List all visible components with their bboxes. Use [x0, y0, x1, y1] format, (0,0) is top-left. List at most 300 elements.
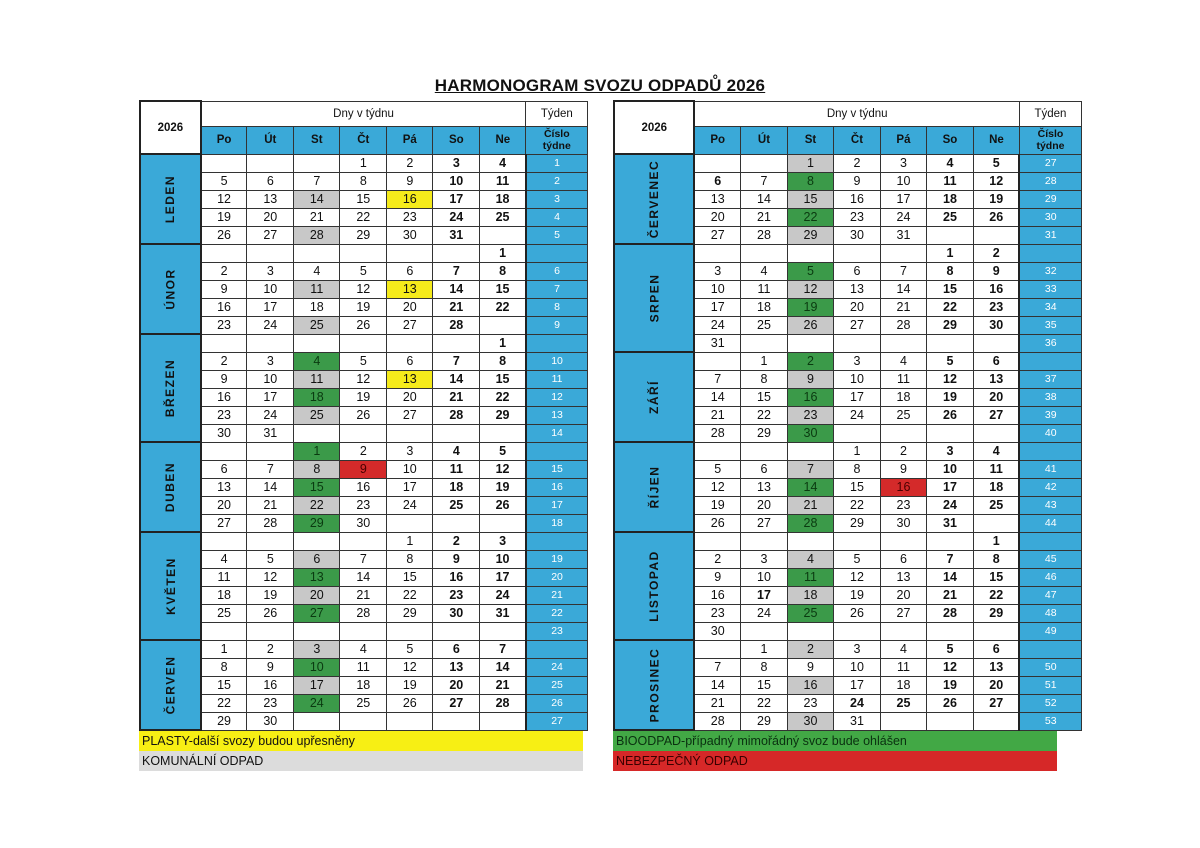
day-cell: 24	[880, 208, 926, 226]
day-cell: 2	[433, 532, 480, 550]
month-label	[614, 442, 694, 532]
week-number-cell: 46	[1019, 568, 1081, 586]
day-cell: 7	[694, 370, 740, 388]
day-cell: 5	[694, 460, 740, 478]
day-cell: 4	[740, 262, 787, 280]
day-cell: 17	[694, 298, 740, 316]
day-cell: 18	[926, 190, 973, 208]
month-name: ÚNOR	[163, 268, 178, 310]
week-number-cell: 40	[1019, 424, 1081, 442]
month-label	[140, 334, 201, 442]
day-cell: 3	[926, 442, 973, 460]
day-cell: 2	[833, 154, 880, 172]
week-number-cell: 17	[526, 496, 588, 514]
day-cell: 26	[340, 406, 387, 424]
day-cell	[833, 334, 880, 352]
week-number-label: Číslo	[543, 128, 570, 140]
day-cell: 5	[973, 154, 1019, 172]
day-cell: 9	[247, 658, 294, 676]
week-number-cell: 24	[526, 658, 588, 676]
day-cell: 22	[833, 496, 880, 514]
day-cell: 30	[973, 316, 1019, 334]
week-number-cell: 27	[1019, 154, 1081, 172]
week-number-cell: 34	[1019, 298, 1081, 316]
day-cell: 25	[787, 604, 833, 622]
day-cell: 8	[480, 262, 526, 280]
calendar-week-row	[140, 622, 588, 640]
day-cell: 6	[247, 172, 294, 190]
day-cell: 8	[833, 460, 880, 478]
week-number-cell: 5	[526, 226, 588, 244]
day-cell: 2	[880, 442, 926, 460]
day-cell: 11	[973, 460, 1019, 478]
month-label	[140, 640, 201, 730]
day-cell: 1	[740, 352, 787, 370]
day-cell	[340, 424, 387, 442]
week-number-label: týdne	[1036, 140, 1065, 152]
week-number-cell: 43	[1019, 496, 1081, 514]
day-cell: 17	[387, 478, 433, 496]
day-cell: 4	[340, 640, 387, 658]
day-name-header: Po	[694, 126, 740, 154]
day-cell: 15	[740, 388, 787, 406]
day-cell: 30	[880, 514, 926, 532]
day-cell	[387, 244, 433, 262]
day-cell: 15	[294, 478, 340, 496]
day-cell: 26	[340, 316, 387, 334]
week-number-header	[1019, 126, 1081, 154]
day-cell: 2	[340, 442, 387, 460]
day-cell: 23	[201, 316, 247, 334]
day-cell: 4	[480, 154, 526, 172]
day-cell: 13	[387, 370, 433, 388]
week-number-cell: 25	[526, 676, 588, 694]
month-label	[614, 532, 694, 640]
day-cell: 20	[387, 388, 433, 406]
week-number-cell: 11	[526, 370, 588, 388]
day-cell	[387, 514, 433, 532]
day-cell: 8	[294, 460, 340, 478]
day-cell: 12	[787, 280, 833, 298]
day-cell: 26	[387, 694, 433, 712]
day-cell: 13	[973, 658, 1019, 676]
day-cell: 8	[926, 262, 973, 280]
week-group-label: Týden	[1019, 101, 1081, 126]
day-cell: 2	[247, 640, 294, 658]
calendar-week-row	[140, 604, 588, 622]
calendar-week-row	[140, 280, 588, 298]
day-cell: 18	[787, 586, 833, 604]
day-cell: 31	[433, 226, 480, 244]
day-cell	[201, 154, 247, 172]
day-cell	[926, 424, 973, 442]
day-cell: 10	[833, 658, 880, 676]
day-cell: 20	[433, 676, 480, 694]
calendar-table	[139, 100, 588, 731]
week-number-cell: 36	[1019, 334, 1081, 352]
day-cell: 9	[387, 172, 433, 190]
day-cell: 5	[340, 262, 387, 280]
calendar-week-row	[140, 334, 588, 352]
day-cell	[880, 424, 926, 442]
day-cell: 17	[433, 190, 480, 208]
day-cell: 2	[973, 244, 1019, 262]
day-cell: 19	[480, 478, 526, 496]
day-cell: 5	[833, 550, 880, 568]
day-cell: 27	[973, 694, 1019, 712]
day-cell: 21	[433, 388, 480, 406]
calendar-week-row	[140, 226, 588, 244]
week-number-cell: 26	[526, 694, 588, 712]
day-cell: 17	[294, 676, 340, 694]
day-cell: 27	[694, 226, 740, 244]
calendar-week-row	[140, 568, 588, 586]
day-cell: 9	[833, 172, 880, 190]
day-cell: 24	[833, 406, 880, 424]
day-cell	[833, 244, 880, 262]
day-cell: 7	[433, 262, 480, 280]
day-cell: 1	[480, 244, 526, 262]
week-number-cell: 16	[526, 478, 588, 496]
day-cell: 10	[833, 370, 880, 388]
day-cell: 25	[973, 496, 1019, 514]
day-cell: 20	[973, 676, 1019, 694]
week-number-cell: 29	[1019, 190, 1081, 208]
week-number-cell: 1	[526, 154, 588, 172]
week-number-cell: 53	[1019, 712, 1081, 730]
day-cell: 4	[294, 352, 340, 370]
day-cell: 16	[340, 478, 387, 496]
day-cell: 11	[880, 370, 926, 388]
day-cell: 3	[247, 262, 294, 280]
day-cell	[433, 514, 480, 532]
day-cell: 6	[387, 262, 433, 280]
day-cell	[973, 514, 1019, 532]
day-name-header: St	[787, 126, 833, 154]
week-number-cell: 44	[1019, 514, 1081, 532]
day-cell	[340, 244, 387, 262]
day-cell: 3	[387, 442, 433, 460]
day-name-header: So	[926, 126, 973, 154]
year-label: 2026	[140, 101, 201, 154]
day-cell	[740, 622, 787, 640]
day-cell: 2	[387, 154, 433, 172]
calendar-week-row	[614, 442, 1081, 460]
day-cell: 12	[340, 280, 387, 298]
day-cell: 25	[880, 694, 926, 712]
day-cell: 18	[880, 676, 926, 694]
day-cell: 30	[787, 424, 833, 442]
week-number-cell: 27	[526, 712, 588, 730]
week-number-cell: 23	[526, 622, 588, 640]
day-cell: 14	[694, 388, 740, 406]
calendar-week-row	[140, 460, 588, 478]
week-number-cell: 20	[526, 568, 588, 586]
day-cell	[833, 532, 880, 550]
day-cell: 12	[926, 658, 973, 676]
day-cell: 17	[740, 586, 787, 604]
day-cell: 20	[694, 208, 740, 226]
week-number-header	[526, 126, 588, 154]
day-cell	[201, 334, 247, 352]
day-cell: 22	[787, 208, 833, 226]
day-cell: 22	[201, 694, 247, 712]
day-cell	[340, 532, 387, 550]
day-cell: 11	[787, 568, 833, 586]
day-cell	[480, 424, 526, 442]
day-cell: 22	[480, 388, 526, 406]
day-cell: 25	[433, 496, 480, 514]
day-cell: 20	[973, 388, 1019, 406]
week-number-cell: 50	[1019, 658, 1081, 676]
day-cell: 11	[480, 172, 526, 190]
month-name: ČERVENEC	[647, 159, 662, 239]
day-cell: 18	[201, 586, 247, 604]
day-cell: 1	[740, 640, 787, 658]
day-cell: 27	[247, 226, 294, 244]
day-cell: 2	[201, 352, 247, 370]
day-cell: 10	[926, 460, 973, 478]
month-name: SRPEN	[647, 273, 662, 323]
day-cell: 17	[833, 388, 880, 406]
day-cell: 16	[247, 676, 294, 694]
day-cell: 27	[433, 694, 480, 712]
day-cell: 22	[926, 298, 973, 316]
day-cell: 7	[787, 460, 833, 478]
calendar-week-row	[140, 712, 588, 730]
day-cell: 21	[340, 586, 387, 604]
month-name: DUBEN	[163, 461, 178, 513]
day-cell: 14	[294, 190, 340, 208]
day-cell: 29	[340, 226, 387, 244]
week-number-cell	[526, 532, 588, 550]
day-cell: 20	[833, 298, 880, 316]
month-name: LISTOPAD	[647, 550, 662, 622]
day-cell: 11	[340, 658, 387, 676]
day-cell: 29	[387, 604, 433, 622]
day-cell: 8	[480, 352, 526, 370]
day-cell: 28	[433, 316, 480, 334]
week-number-label: Číslo	[1037, 128, 1064, 140]
day-cell: 19	[340, 298, 387, 316]
day-cell: 23	[433, 586, 480, 604]
day-cell: 23	[340, 496, 387, 514]
day-cell: 22	[294, 496, 340, 514]
calendar-week-row	[140, 190, 588, 208]
week-number-cell: 10	[526, 352, 588, 370]
day-cell	[926, 334, 973, 352]
day-cell: 4	[294, 262, 340, 280]
calendar-week-row	[140, 658, 588, 676]
week-group-label: Týden	[526, 101, 588, 126]
day-cell	[973, 622, 1019, 640]
day-cell: 28	[480, 694, 526, 712]
day-cell: 31	[833, 712, 880, 730]
day-cell: 19	[973, 190, 1019, 208]
day-cell: 27	[294, 604, 340, 622]
day-cell	[740, 532, 787, 550]
day-cell: 9	[201, 280, 247, 298]
day-cell: 28	[694, 424, 740, 442]
day-cell	[694, 244, 740, 262]
day-cell: 26	[926, 406, 973, 424]
day-cell: 28	[247, 514, 294, 532]
day-cell: 18	[740, 298, 787, 316]
month-label	[614, 154, 694, 244]
day-cell	[201, 622, 247, 640]
day-cell: 13	[294, 568, 340, 586]
day-cell: 12	[247, 568, 294, 586]
day-cell: 19	[833, 586, 880, 604]
day-cell: 10	[294, 658, 340, 676]
day-cell: 17	[880, 190, 926, 208]
calendar-week-row	[140, 496, 588, 514]
day-cell	[294, 154, 340, 172]
day-cell: 8	[740, 658, 787, 676]
day-names-row	[140, 126, 588, 154]
day-cell: 18	[433, 478, 480, 496]
day-cell: 26	[480, 496, 526, 514]
day-cell: 18	[294, 298, 340, 316]
day-cell: 29	[740, 712, 787, 730]
month-name: KVĚTEN	[163, 557, 178, 615]
day-cell	[387, 622, 433, 640]
day-cell: 19	[694, 496, 740, 514]
day-cell: 5	[340, 352, 387, 370]
calendar-week-row	[140, 406, 588, 424]
day-cell: 22	[387, 586, 433, 604]
day-cell: 14	[740, 190, 787, 208]
day-cell	[880, 244, 926, 262]
week-number-label: týdne	[542, 140, 571, 152]
day-cell: 9	[340, 460, 387, 478]
calendar-week-row	[140, 244, 588, 262]
day-cell: 3	[694, 262, 740, 280]
day-cell: 24	[926, 496, 973, 514]
day-cell: 5	[247, 550, 294, 568]
calendar-table	[613, 100, 1082, 731]
day-cell: 26	[201, 226, 247, 244]
day-cell: 25	[880, 406, 926, 424]
week-number-cell: 13	[526, 406, 588, 424]
year-label: 2026	[614, 101, 694, 154]
day-cell	[201, 244, 247, 262]
day-cell: 21	[694, 406, 740, 424]
day-cell: 13	[880, 568, 926, 586]
day-name-header: Ne	[973, 126, 1019, 154]
day-cell: 16	[387, 190, 433, 208]
day-cell: 29	[833, 514, 880, 532]
day-cell: 30	[694, 622, 740, 640]
day-cell: 15	[387, 568, 433, 586]
month-label	[614, 244, 694, 352]
day-cell: 26	[787, 316, 833, 334]
day-cell	[926, 622, 973, 640]
day-cell: 13	[201, 478, 247, 496]
day-cell: 6	[433, 640, 480, 658]
day-cell: 27	[201, 514, 247, 532]
month-label	[140, 244, 201, 334]
calendar-week-row	[140, 298, 588, 316]
day-cell: 1	[480, 334, 526, 352]
day-cell: 28	[433, 406, 480, 424]
day-cell: 24	[833, 694, 880, 712]
day-cell: 11	[740, 280, 787, 298]
day-cell: 12	[387, 658, 433, 676]
day-cell: 2	[787, 640, 833, 658]
day-cell: 22	[973, 586, 1019, 604]
day-cell	[880, 334, 926, 352]
day-cell	[740, 244, 787, 262]
calendar-week-row	[140, 478, 588, 496]
day-cell: 1	[201, 640, 247, 658]
calendar-week-row	[140, 208, 588, 226]
week-number-cell: 42	[1019, 478, 1081, 496]
day-cell: 12	[201, 190, 247, 208]
day-cell: 7	[294, 172, 340, 190]
day-cell: 20	[247, 208, 294, 226]
day-cell: 29	[480, 406, 526, 424]
day-cell	[926, 226, 973, 244]
calendar-week-row	[614, 154, 1081, 172]
calendar-week-row	[140, 424, 588, 442]
day-cell: 20	[387, 298, 433, 316]
legend-komunalni-odpad: KOMUNÁLNÍ ODPAD	[139, 751, 583, 771]
day-cell: 21	[433, 298, 480, 316]
day-cell	[387, 424, 433, 442]
week-number-cell: 30	[1019, 208, 1081, 226]
day-cell: 19	[247, 586, 294, 604]
calendar-week-row	[140, 694, 588, 712]
day-cell: 9	[787, 658, 833, 676]
day-cell: 20	[294, 586, 340, 604]
day-cell: 27	[973, 406, 1019, 424]
day-cell: 6	[387, 352, 433, 370]
day-cell: 21	[247, 496, 294, 514]
day-cell	[294, 424, 340, 442]
day-cell: 8	[740, 370, 787, 388]
day-cell: 31	[880, 226, 926, 244]
day-cell: 14	[247, 478, 294, 496]
day-cell	[340, 334, 387, 352]
day-cell: 10	[694, 280, 740, 298]
day-cell: 6	[201, 460, 247, 478]
week-number-cell	[526, 640, 588, 658]
day-cell: 26	[973, 208, 1019, 226]
calendar-week-row	[140, 586, 588, 604]
day-name-header: So	[433, 126, 480, 154]
day-cell: 6	[294, 550, 340, 568]
day-cell: 15	[201, 676, 247, 694]
week-number-cell	[1019, 442, 1081, 460]
day-cell	[480, 514, 526, 532]
day-cell: 19	[340, 388, 387, 406]
day-cell: 1	[387, 532, 433, 550]
day-cell: 3	[880, 154, 926, 172]
day-cell: 28	[787, 514, 833, 532]
day-cell: 21	[694, 694, 740, 712]
day-cell: 26	[694, 514, 740, 532]
day-cell: 8	[387, 550, 433, 568]
day-cell	[294, 532, 340, 550]
week-number-cell	[526, 244, 588, 262]
day-name-header: Pá	[880, 126, 926, 154]
day-cell	[880, 532, 926, 550]
day-cell: 11	[294, 370, 340, 388]
day-cell: 28	[740, 226, 787, 244]
day-cell: 15	[787, 190, 833, 208]
day-cell: 12	[694, 478, 740, 496]
